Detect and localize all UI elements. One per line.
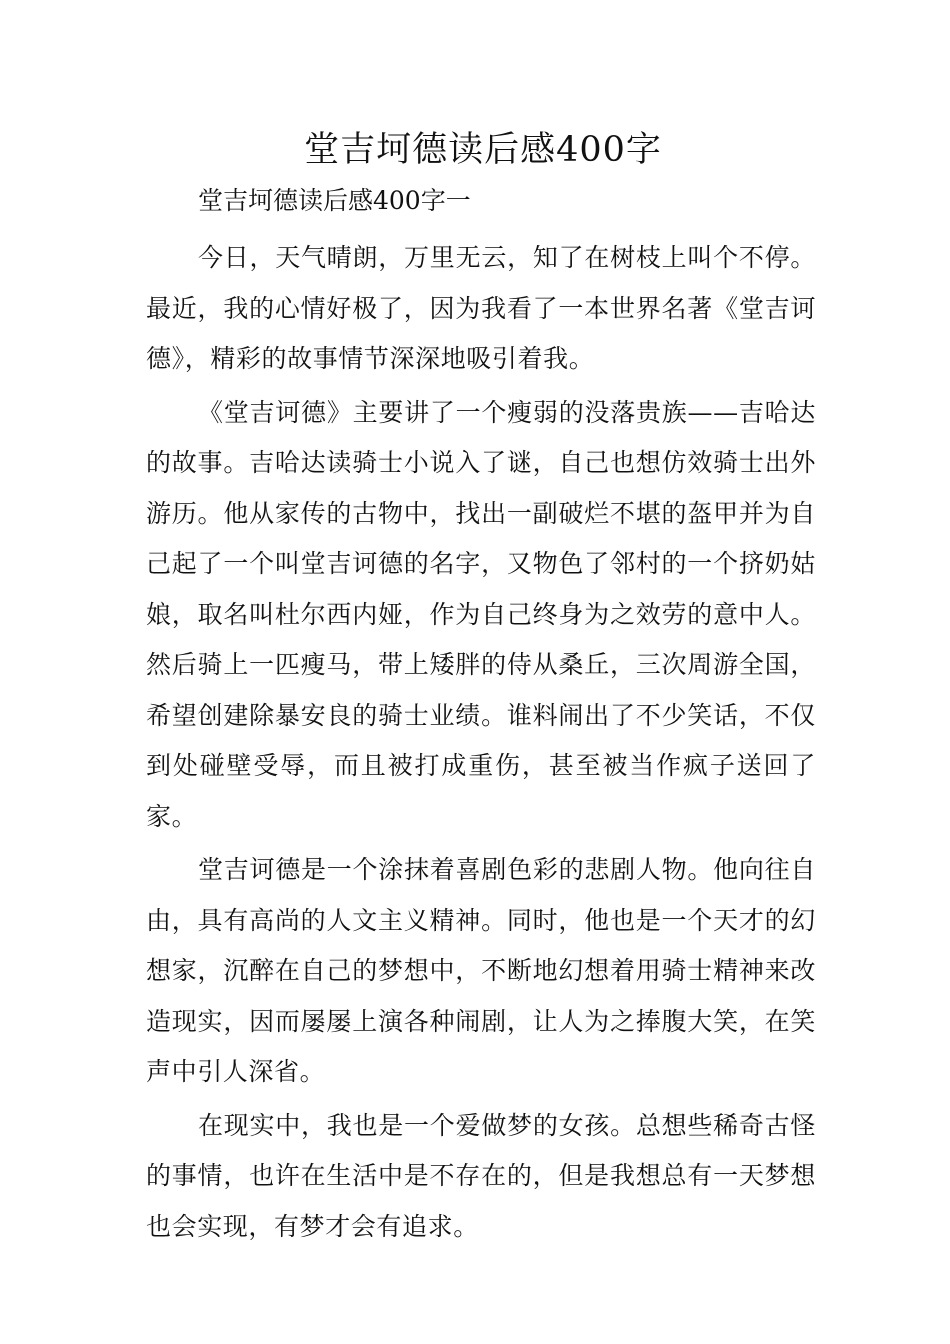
paragraph-1: 今日，天气晴朗，万里无云，知了在树枝上叫个不停。最近，我的心情好极了，因为我看了一本世界名著《堂吉诃德》，精彩的故事情节深深地吸引着我。 [146, 243, 816, 373]
section-heading: 堂吉坷德读后感400字一 [198, 186, 471, 215]
paragraph-2: 《堂吉诃德》主要讲了一个瘦弱的没落贵族——吉哈达的故事。吉哈达读骑士小说入了谜，自己也想仿效骑士出外游历。他从家传的古物中，找出一副破烂不堪的盔甲并为自己起了一个叫堂吉诃德的名字，又物色了邻村的一个挤奶姑娘，取名叫杜尔西内娅，作为自己终身为之效劳的意中人。然后骑上一匹瘦马，带上矮胖的侍从桑丘，三次周游全国，希望创建除暴安良的骑士业绩。谁料闹出了不少笑话，不仅到处碰壁受辱，而且被打成重伤，甚至被当作疯子送回了家。 [146, 397, 816, 831]
paragraph-3: 堂吉诃德是一个涂抹着喜剧色彩的悲剧人物。他向往自由，具有高尚的人文主义精神。同时，他也是一个天才的幻想家，沉醉在自己的梦想中，不断地幻想着用骑士精神来改造现实，因而屡屡上演各种闹剧，让人为之捧腹大笑，在笑声中引人深省。 [146, 855, 816, 1086]
document-title: 堂吉坷德读后感400字 [304, 130, 662, 170]
document-page [146, 126, 816, 1252]
paragraph-4: 在现实中，我也是一个爱做梦的女孩。总想些稀奇古怪的事情，也许在生活中是不存在的，但是我想总有一天梦想也会实现，有梦才会有追求。 [146, 1110, 816, 1241]
